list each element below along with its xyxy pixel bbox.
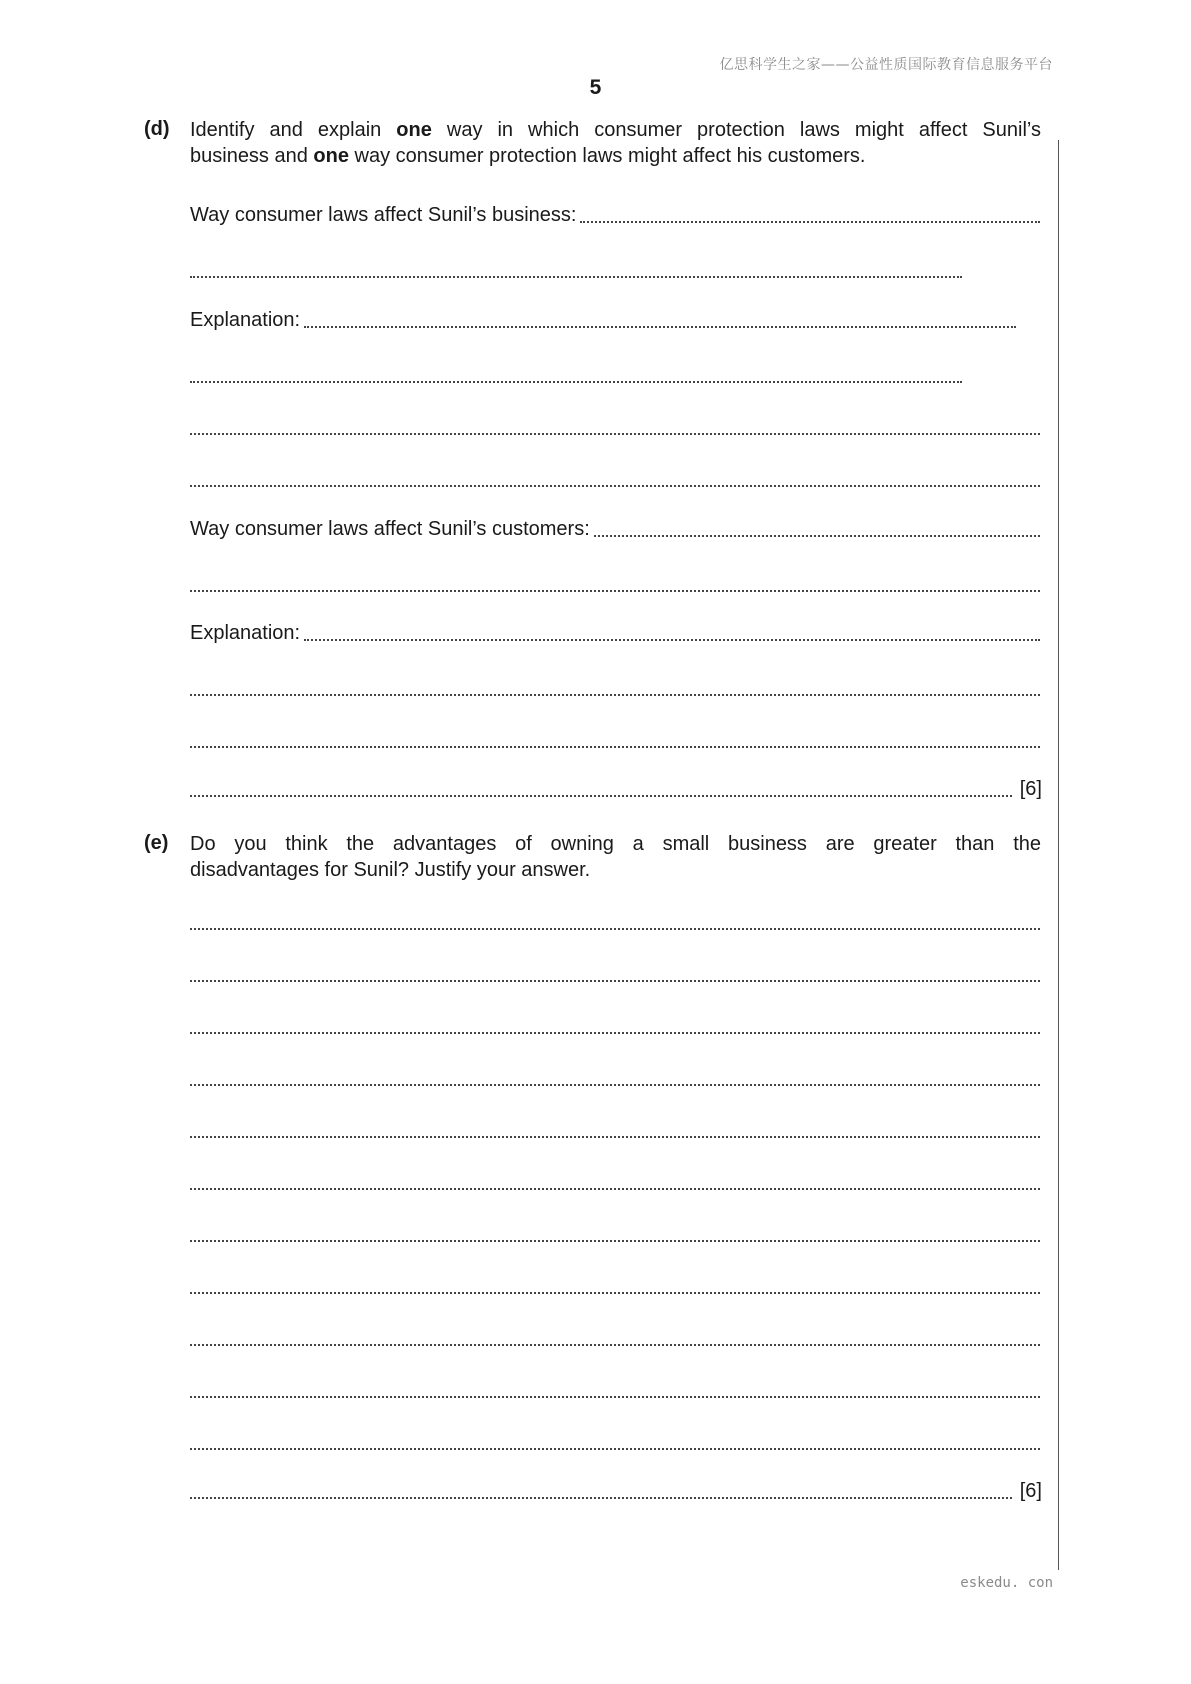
answer-line[interactable] <box>190 928 1040 930</box>
answer-line[interactable] <box>190 746 1040 748</box>
answer-line[interactable] <box>190 694 1040 696</box>
answer-line[interactable] <box>190 1292 1040 1294</box>
answer-line[interactable] <box>190 1396 1040 1398</box>
answer-line-explanation-2[interactable] <box>190 622 1040 645</box>
question-e-text <box>190 831 1041 883</box>
question-e-label: (e) <box>144 832 169 854</box>
answer-line[interactable] <box>190 485 1040 487</box>
watermark-header: 亿思科学生之家——公益性质国际教育信息服务平台 <box>719 57 1053 73</box>
answer-line-business[interactable] <box>190 204 1040 227</box>
question-d-line1: Identify and explain one way in which consumer protection laws might affect Sunil’s <box>190 119 1041 141</box>
answer-line-final-e[interactable] <box>190 1480 1042 1503</box>
answer-line[interactable] <box>190 381 962 383</box>
answer-line[interactable] <box>190 1344 1040 1346</box>
page-number: 5 <box>589 76 602 99</box>
explanation-label-1: Explanation: <box>190 309 301 331</box>
question-e-line2: disadvantages for Sunil? Justify your answer. <box>190 859 591 881</box>
question-e-line1: Do you think the advantages of owning a small business are greater than the <box>190 833 1041 855</box>
business-label: Way consumer laws affect Sunil’s business: <box>190 204 577 226</box>
answer-line[interactable] <box>190 276 962 278</box>
answer-line-final-d[interactable] <box>190 778 1042 801</box>
answer-line[interactable] <box>190 1032 1040 1034</box>
question-d-text <box>190 117 1041 169</box>
explanation-label-2: Explanation: <box>190 622 301 644</box>
marks-e: [6] <box>1019 1480 1042 1502</box>
answer-line[interactable] <box>190 1240 1040 1242</box>
answer-line[interactable] <box>190 1448 1040 1450</box>
answer-line[interactable] <box>190 433 1040 435</box>
watermark-footer: eskedu. con <box>960 1575 1053 1591</box>
answer-line[interactable] <box>190 1136 1040 1138</box>
answer-line[interactable] <box>190 1084 1040 1086</box>
margin-rule <box>1058 140 1059 1570</box>
answer-line-explanation-1[interactable] <box>190 309 1016 332</box>
marks-d: [6] <box>1019 778 1042 800</box>
question-d-line2: business and one way consumer protection laws might affect his customers. <box>190 145 866 167</box>
answer-line[interactable] <box>190 1188 1040 1190</box>
answer-line[interactable] <box>190 590 1040 592</box>
answer-line[interactable] <box>190 980 1040 982</box>
question-d-label: (d) <box>144 118 170 140</box>
customers-label: Way consumer laws affect Sunil’s customers: <box>190 518 590 540</box>
answer-line-customers[interactable] <box>190 518 1040 541</box>
